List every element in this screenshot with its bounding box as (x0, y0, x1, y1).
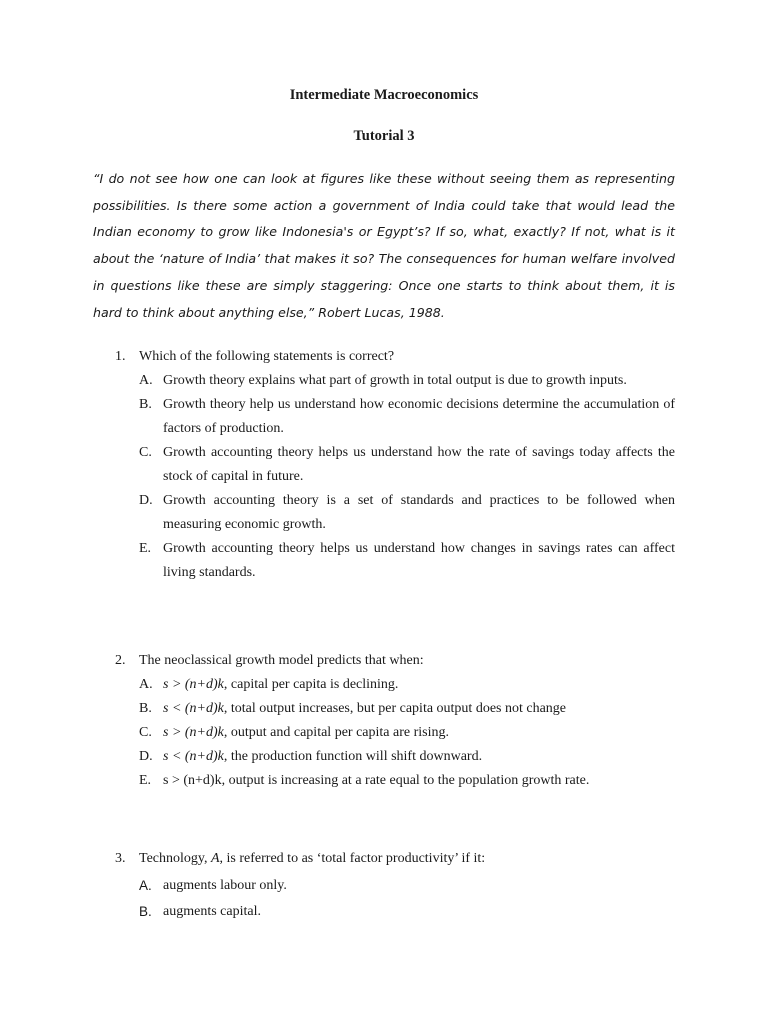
option-letter: A. (139, 677, 153, 692)
option-b (139, 697, 675, 721)
option-text: Growth theory help us understand how economic decisions determine the accumulation of factors of production. (163, 397, 675, 436)
question-3-options (115, 873, 675, 925)
option-text (163, 673, 675, 697)
question-3-stem (115, 847, 675, 871)
question-number: 1. (115, 349, 126, 364)
question-number: 2. (115, 653, 126, 668)
question-1-stem (115, 345, 675, 369)
stem-part: Technology, (139, 851, 211, 866)
inequality: s > (n+d)k (163, 725, 224, 740)
option-c (139, 441, 675, 489)
option-d (139, 745, 675, 769)
option-letter: A. (139, 373, 153, 388)
option-text (163, 721, 675, 745)
inequality: s > (n+d)k (163, 677, 224, 692)
option-letter: B. (139, 701, 152, 716)
option-text: Growth accounting theory helps us understand how changes in savings rates can affect living standards. (163, 541, 675, 580)
question-number: 3. (115, 851, 126, 866)
inequality: s < (n+d)k (163, 749, 224, 764)
question-text (139, 847, 485, 871)
option-b (139, 393, 675, 441)
option-remainder: , the production function will shift downward. (223, 749, 483, 764)
option-e (139, 769, 675, 793)
question-text: The neoclassical growth model predicts that when: (139, 653, 424, 668)
option-text: Growth accounting theory is a set of standards and practices to be followed when measuring economic growth. (163, 493, 675, 532)
option-c (139, 721, 675, 745)
option-text: Growth accounting theory helps us understand how the rate of savings today affects the stock of capital in future. (163, 445, 675, 484)
option-a (139, 369, 675, 393)
option-letter: B. (139, 397, 152, 412)
option-remainder: , output and capital per capita are rising. (223, 725, 449, 740)
option-remainder: , capital per capita is declining. (223, 677, 399, 692)
option-text: augments capital. (163, 904, 261, 919)
option-text: augments labour only. (163, 878, 287, 893)
option-a (139, 673, 675, 697)
option-letter: C. (139, 445, 152, 460)
question-3 (115, 847, 675, 925)
option-letter: C. (139, 725, 152, 740)
option-text: Growth theory explains what part of growth in total output is due to growth inputs. (163, 373, 627, 388)
tutorial-title: Tutorial 3 (353, 128, 415, 144)
option-e (139, 537, 675, 585)
option-letter: B. (139, 904, 152, 919)
option-d (139, 489, 675, 537)
question-1 (115, 345, 675, 585)
option-letter: D. (139, 493, 153, 508)
variable-a: A (210, 851, 220, 866)
question-2-options (115, 673, 675, 793)
option-letter: A. (139, 878, 152, 893)
option-remainder: , total output increases, but per capita output does not change (223, 701, 567, 716)
option-text (163, 697, 675, 721)
question-2 (115, 649, 675, 793)
inequality: s < (n+d)k (163, 701, 224, 716)
question-2-stem (115, 649, 675, 673)
stem-part: , is referred to as ‘total factor productivity’ if it: (219, 851, 486, 866)
option-a (139, 873, 675, 899)
option-b (139, 899, 675, 925)
option-letter: E. (139, 541, 152, 556)
question-1-options (115, 369, 675, 585)
epigraph-quote: “I do not see how one can look at figures like these without seeing them as representing possibilities. Is there some action a government of India could take that would lead the Indian economy to grow like Indonesia's or Egypt’s? If so, what, exactly? If not, what is it about the ‘nature of India’ that makes it so? The consequences for human welfare involved in questions like these are simply staggering: Once one starts to think about them, it is hard to think about anything else,” Robert Lucas, 1988. (93, 171, 675, 320)
question-text: Which of the following statements is correct? (139, 349, 395, 364)
course-title: Intermediate Macroeconomics (289, 87, 479, 103)
option-letter: D. (139, 749, 153, 764)
option-text (163, 745, 675, 769)
option-text: s > (n+d)k, output is increasing at a rate equal to the population growth rate. (163, 773, 590, 788)
option-letter: E. (139, 773, 152, 788)
